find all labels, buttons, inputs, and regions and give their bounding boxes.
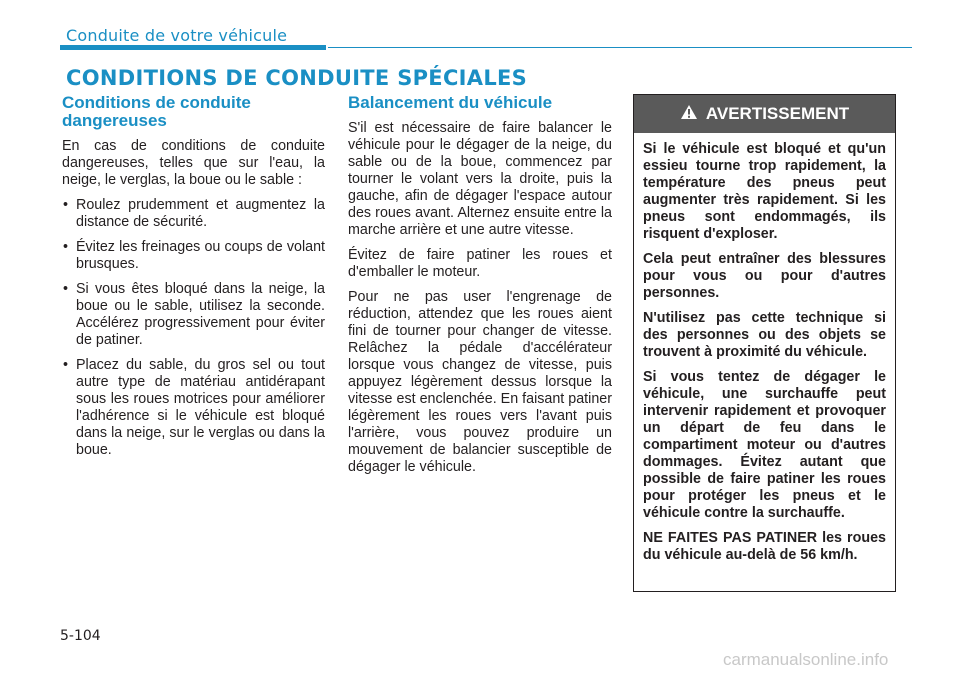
section-label: Conduite de votre véhicule bbox=[66, 26, 288, 45]
warning-paragraph: N'utilisez pas cette technique si des personnes ou des objets se trouvent à proximité du véhicule. bbox=[643, 310, 886, 360]
heading-rocking-vehicle: Balancement du véhicule bbox=[348, 93, 553, 112]
page-title: CONDITIONS DE CONDUITE SPÉCIALES bbox=[66, 66, 528, 90]
column-rocking-vehicle bbox=[348, 94, 612, 484]
watermark: carmanualsonline.info bbox=[723, 650, 889, 669]
page-number: 5-104 bbox=[60, 628, 101, 644]
bullet-list bbox=[62, 197, 325, 459]
list-item: • Évitez les freinages ou coups de volant brusques. bbox=[62, 239, 325, 273]
warning-triangle-icon bbox=[680, 104, 698, 125]
warning-header bbox=[634, 95, 895, 133]
warning-paragraph: NE FAITES PAS PATINER les roues du véhicule au-delà de 56 km/h. bbox=[643, 530, 886, 563]
header-rule-thick bbox=[60, 45, 326, 50]
warning-body bbox=[634, 133, 895, 564]
warning-title: AVERTISSEMENT bbox=[705, 104, 850, 123]
list-item: • Roulez prudemment et augmentez la distance de sécurité. bbox=[62, 197, 325, 231]
intro-paragraph: En cas de conditions de conduite dangereuses, telles que sur l'eau, la neige, le verglas, la boue ou le sable : bbox=[62, 138, 325, 188]
heading-dangerous-conditions: Conditions de conduite dangereuses bbox=[62, 93, 251, 130]
warning-paragraph: Si vous tentez de dégager le véhicule, une surchauffe peut intervenir rapidement et provoquer un départ de feu dans le compartiment moteur ou d'autres dommages. Évitez autant que possible de faire patiner les roues pour protéger les pneus et le véhicule contre la surchauffe. bbox=[643, 369, 886, 521]
warning-paragraph: Si le véhicule est bloqué et qu'un essieu tourne trop rapidement, la température des pneus peut augmenter très rapidement. Si les pneus sont endommagés, ils risquent d'exploser. bbox=[643, 141, 886, 242]
paragraph: Pour ne pas user l'engrenage de réduction, attendez que les roues aient fini de tourner pour changer de vitesse. Relâchez la pédale d'accélérateur lorsque vous changez de vitesse, puis appuyez légèrement dessus lorsque la vitesse est enclenchée. En faisant patiner légèrement les roues vers l'avant puis l'arrière, vous pouvez produire un mouvement de balancier susceptible de dégager le véhicule. bbox=[348, 289, 612, 475]
warning-box bbox=[633, 94, 896, 592]
list-item: • Si vous êtes bloqué dans la neige, la boue ou le sable, utilisez la seconde. Accélérez progressivement pour éviter de patiner. bbox=[62, 281, 325, 349]
paragraph: Évitez de faire patiner les roues et d'emballer le moteur. bbox=[348, 247, 612, 280]
paragraph: S'il est nécessaire de faire balancer le véhicule pour le dégager de la neige, du sable ou de la boue, commencez par tourner le volant vers la droite, puis la gauche, afin de dégager l'espace autour des roues avant. Alternez ensuite entre la marche arrière et une autre vitesse. bbox=[348, 120, 612, 238]
header-rule-thin bbox=[328, 47, 912, 48]
warning-paragraph: Cela peut entraîner des blessures pour vous ou pour d'autres personnes. bbox=[643, 251, 886, 301]
column-dangerous-conditions bbox=[62, 94, 325, 467]
list-item: • Placez du sable, du gros sel ou tout autre type de matériau antidérapant sous les roues motrices pour améliorer l'adhérence si le véhicule est bloqué dans la neige, sur le verglas ou dans la boue. bbox=[62, 357, 325, 459]
